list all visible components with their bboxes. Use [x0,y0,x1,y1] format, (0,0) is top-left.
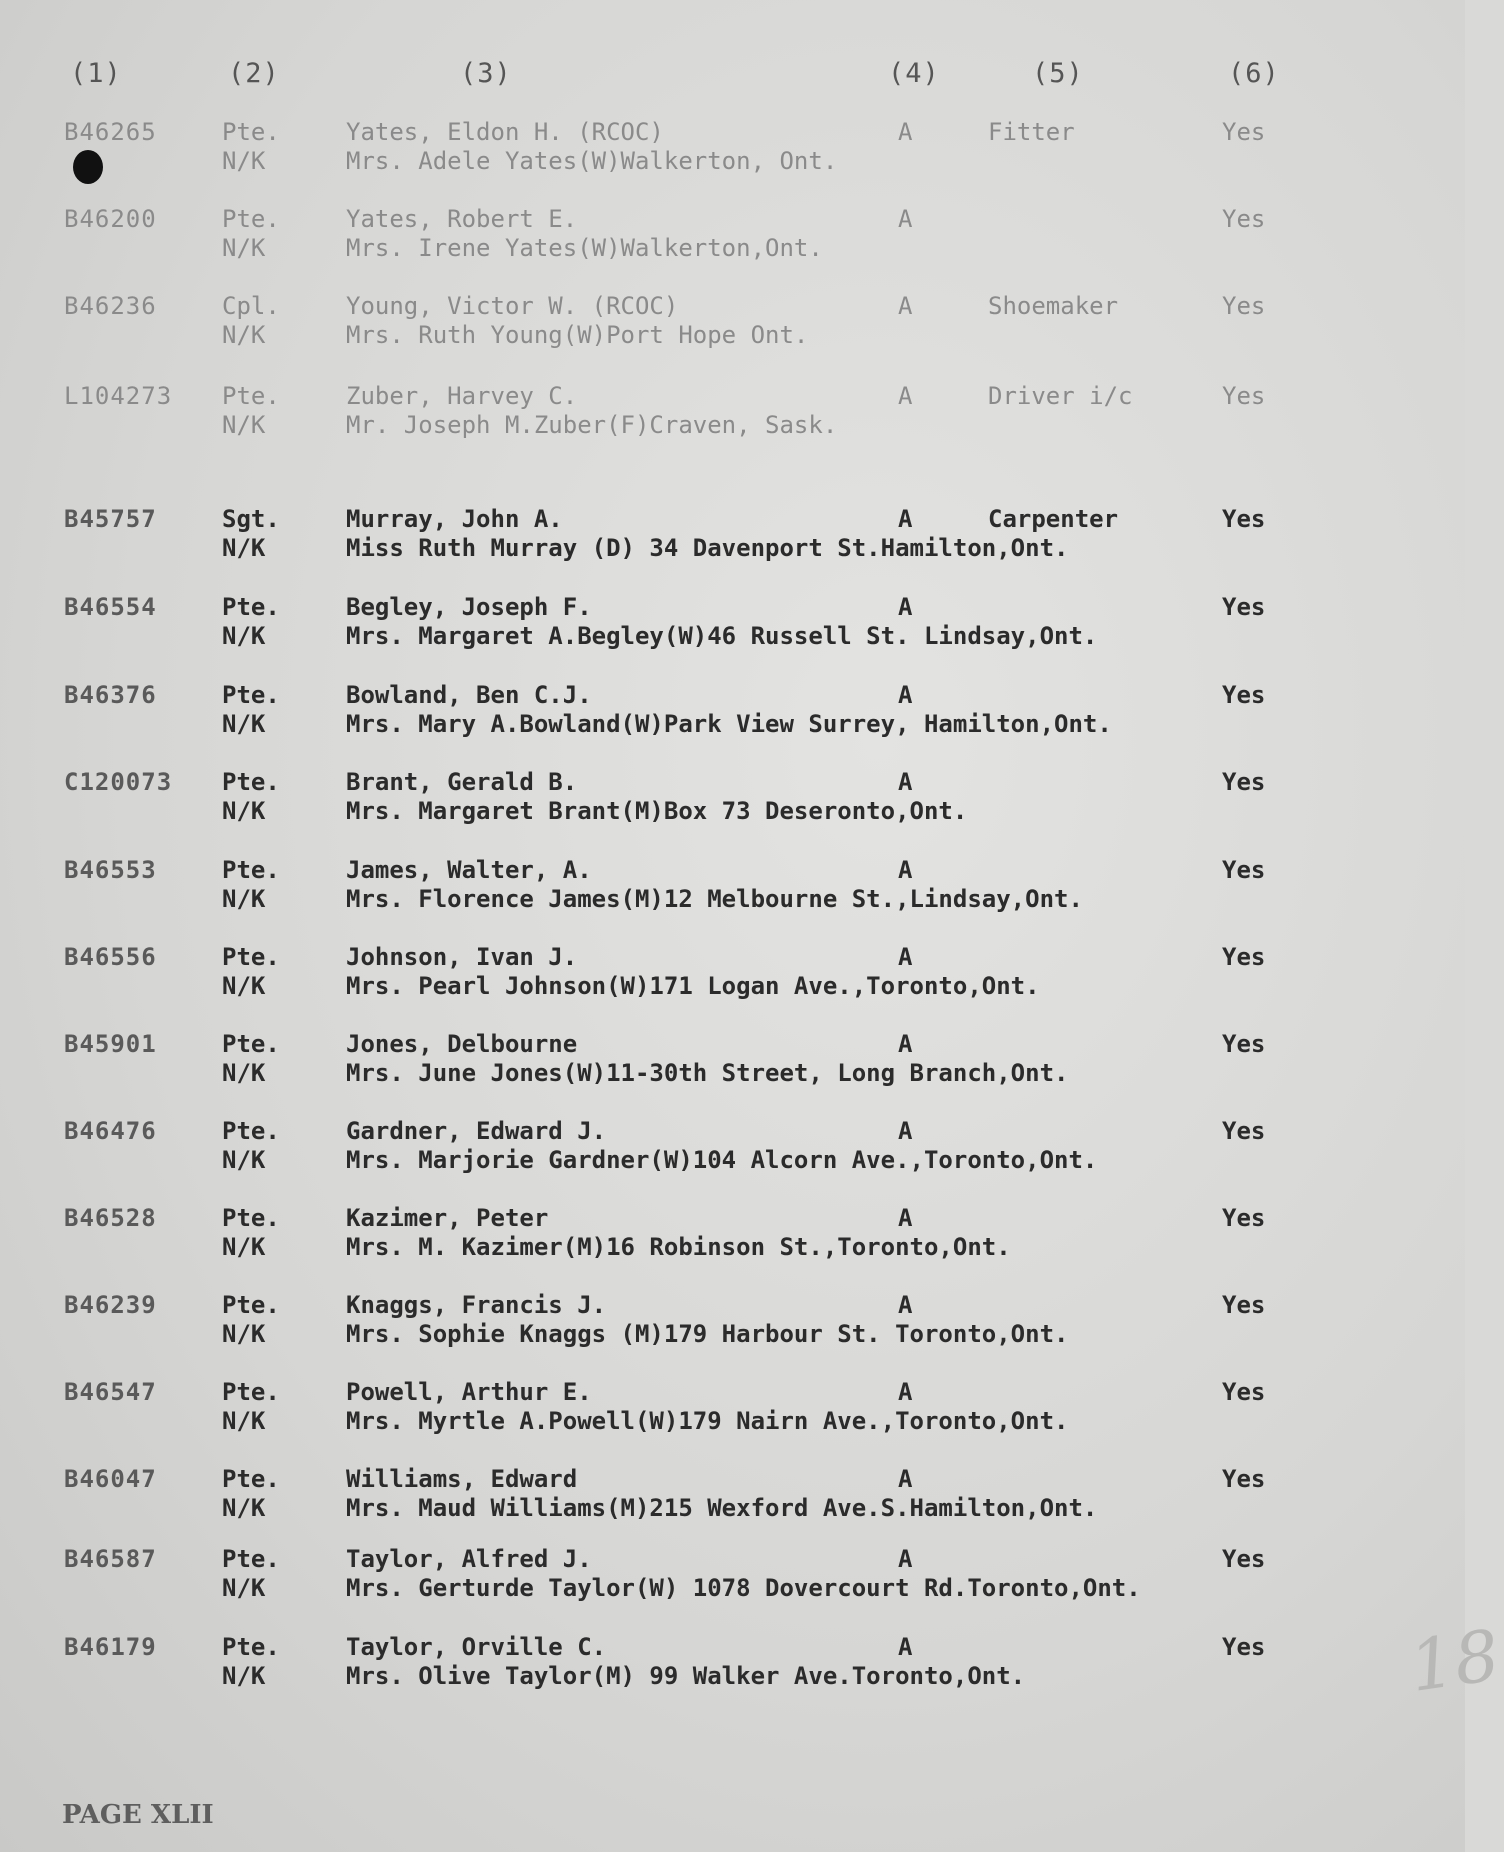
rank: Pte. [222,1030,280,1058]
roster-row [0,593,1465,653]
service-number: B46047 [64,1465,157,1493]
answer: Yes [1222,681,1266,709]
next-of-kin: Mrs. Irene Yates(W)Walkerton,Ont. [346,234,823,262]
nk-code: N/K [222,1146,266,1174]
roster-row [0,1378,1465,1438]
rank: Pte. [222,1633,280,1661]
service-number: B46200 [64,205,157,233]
nk-code: N/K [222,797,266,825]
trade: Driver i/c [988,382,1133,410]
answer: Yes [1222,1545,1266,1573]
answer: Yes [1222,382,1266,410]
trade: Carpenter [988,505,1119,533]
next-of-kin: Mrs. Olive Taylor(M) 99 Walker Ave.Toronto,Ont. [346,1662,1026,1690]
nk-code: N/K [222,411,266,439]
nk-code: N/K [222,1407,266,1435]
answer: Yes [1222,943,1266,971]
next-of-kin: Mr. Joseph M.Zuber(F)Craven, Sask. [346,411,838,439]
trade: Shoemaker [988,292,1119,320]
soldier-name: Brant, Gerald B. [346,768,578,796]
next-of-kin: Mrs. Margaret A.Begley(W)46 Russell St. Lindsay,Ont. [346,622,1098,650]
trade: Fitter [988,118,1075,146]
roster-row [0,681,1465,741]
answer: Yes [1222,118,1266,146]
soldier-name: Yates, Eldon H. (RCOC) [346,118,664,146]
category: A [898,505,913,533]
service-number: B46376 [64,681,157,709]
roster-row [0,1204,1465,1264]
column-header-4: (4) [888,58,940,89]
service-number: L104273 [64,382,173,410]
service-number: B46476 [64,1117,157,1145]
category: A [898,1378,913,1406]
answer: Yes [1222,1465,1266,1493]
rank: Pte. [222,681,280,709]
nk-code: N/K [222,710,266,738]
service-number: B46556 [64,943,157,971]
soldier-name: James, Walter, A. [346,856,592,884]
soldier-name: Powell, Arthur E. [346,1378,592,1406]
service-number: B46547 [64,1378,157,1406]
rank: Sgt. [222,505,280,533]
rank: Pte. [222,1291,280,1319]
service-number: B46528 [64,1204,157,1232]
page-footer: PAGE XLII [62,1800,214,1830]
roster-row [0,118,1465,178]
soldier-name: Begley, Joseph F. [346,593,592,621]
rank: Pte. [222,943,280,971]
soldier-name: Zuber, Harvey C. [346,382,578,410]
soldier-name: Yates, Robert E. [346,205,578,233]
next-of-kin: Mrs. June Jones(W)11-30th Street, Long Branch,Ont. [346,1059,1069,1087]
answer: Yes [1222,856,1266,884]
service-number: B46553 [64,856,157,884]
nk-code: N/K [222,1320,266,1348]
roster-row [0,292,1465,352]
service-number: B46587 [64,1545,157,1573]
nk-code: N/K [222,321,266,349]
answer: Yes [1222,205,1266,233]
rank: Pte. [222,1378,280,1406]
category: A [898,205,913,233]
nk-code: N/K [222,1494,266,1522]
rank: Cpl. [222,292,280,320]
column-header-5: (5) [1032,58,1084,89]
rank: Pte. [222,1465,280,1493]
roster-row [0,1545,1465,1605]
rank: Pte. [222,1204,280,1232]
roster-row [0,1633,1465,1693]
category: A [898,1633,913,1661]
category: A [898,382,913,410]
soldier-name: Kazimer, Peter [346,1204,549,1232]
category: A [898,1291,913,1319]
roster-row [0,382,1465,442]
roster-row [0,1291,1465,1351]
pencil-mark: 18 [1404,1614,1504,1708]
category: A [898,1204,913,1232]
category: A [898,768,913,796]
soldier-name: Bowland, Ben C.J. [346,681,592,709]
category: A [898,1545,913,1573]
next-of-kin: Mrs. Florence James(M)12 Melbourne St.,Lindsay,Ont. [346,885,1083,913]
roster-row [0,205,1465,265]
category: A [898,593,913,621]
rank: Pte. [222,1545,280,1573]
rank: Pte. [222,382,280,410]
category: A [898,1030,913,1058]
nk-code: N/K [222,885,266,913]
nk-code: N/K [222,972,266,1000]
next-of-kin: Mrs. Sophie Knaggs (M)179 Harbour St. Toronto,Ont. [346,1320,1069,1348]
service-number: B46554 [64,593,157,621]
soldier-name: Murray, John A. [346,505,563,533]
soldier-name: Johnson, Ivan J. [346,943,578,971]
category: A [898,292,913,320]
soldier-name: Taylor, Alfred J. [346,1545,592,1573]
next-of-kin: Mrs. Adele Yates(W)Walkerton, Ont. [346,147,838,175]
answer: Yes [1222,1291,1266,1319]
next-of-kin: Mrs. Mary A.Bowland(W)Park View Surrey, Hamilton,Ont. [346,710,1112,738]
soldier-name: Williams, Edward [346,1465,578,1493]
nk-code: N/K [222,1233,266,1261]
rank: Pte. [222,856,280,884]
answer: Yes [1222,1204,1266,1232]
next-of-kin: Mrs. Ruth Young(W)Port Hope Ont. [346,321,809,349]
next-of-kin: Mrs. Margaret Brant(M)Box 73 Deseronto,Ont. [346,797,968,825]
nk-code: N/K [222,1662,266,1690]
category: A [898,1465,913,1493]
service-number: B45757 [64,505,157,533]
roster-row [0,856,1465,916]
service-number: B46239 [64,1291,157,1319]
nk-code: N/K [222,147,266,175]
rank: Pte. [222,118,280,146]
category: A [898,118,913,146]
rank: Pte. [222,593,280,621]
roster-row [0,1117,1465,1177]
column-header-6: (6) [1228,58,1280,89]
column-header-2: (2) [228,58,280,89]
roster-row [0,505,1465,565]
roster-row [0,943,1465,1003]
next-of-kin: Mrs. M. Kazimer(M)16 Robinson St.,Toronto,Ont. [346,1233,1011,1261]
answer: Yes [1222,1633,1266,1661]
rank: Pte. [222,205,280,233]
roster-row [0,1465,1465,1525]
category: A [898,856,913,884]
service-number: B46179 [64,1633,157,1661]
next-of-kin: Mrs. Gerturde Taylor(W) 1078 Dovercourt Rd.Toronto,Ont. [346,1574,1141,1602]
nk-code: N/K [222,622,266,650]
next-of-kin: Miss Ruth Murray (D) 34 Davenport St.Hamilton,Ont. [346,534,1069,562]
column-header-3: (3) [460,58,512,89]
answer: Yes [1222,768,1266,796]
roster-row [0,1030,1465,1090]
service-number: B46265 [64,118,157,146]
soldier-name: Jones, Delbourne [346,1030,578,1058]
next-of-kin: Mrs. Maud Williams(M)215 Wexford Ave.S.Hamilton,Ont. [346,1494,1098,1522]
category: A [898,1117,913,1145]
nk-code: N/K [222,1059,266,1087]
soldier-name: Knaggs, Francis J. [346,1291,607,1319]
nk-code: N/K [222,234,266,262]
service-number: B45901 [64,1030,157,1058]
soldier-name: Taylor, Orville C. [346,1633,607,1661]
next-of-kin: Mrs. Myrtle A.Powell(W)179 Nairn Ave.,Toronto,Ont. [346,1407,1069,1435]
answer: Yes [1222,593,1266,621]
answer: Yes [1222,1117,1266,1145]
nk-code: N/K [222,1574,266,1602]
category: A [898,943,913,971]
nk-code: N/K [222,534,266,562]
category: A [898,681,913,709]
roster-row [0,768,1465,828]
service-number: B46236 [64,292,157,320]
soldier-name: Gardner, Edward J. [346,1117,607,1145]
soldier-name: Young, Victor W. (RCOC) [346,292,679,320]
answer: Yes [1222,1378,1266,1406]
next-of-kin: Mrs. Pearl Johnson(W)171 Logan Ave.,Toronto,Ont. [346,972,1040,1000]
column-header-1: (1) [70,58,122,89]
rank: Pte. [222,768,280,796]
answer: Yes [1222,1030,1266,1058]
answer: Yes [1222,292,1266,320]
answer: Yes [1222,505,1266,533]
service-number: C120073 [64,768,173,796]
next-of-kin: Mrs. Marjorie Gardner(W)104 Alcorn Ave.,Toronto,Ont. [346,1146,1098,1174]
rank: Pte. [222,1117,280,1145]
